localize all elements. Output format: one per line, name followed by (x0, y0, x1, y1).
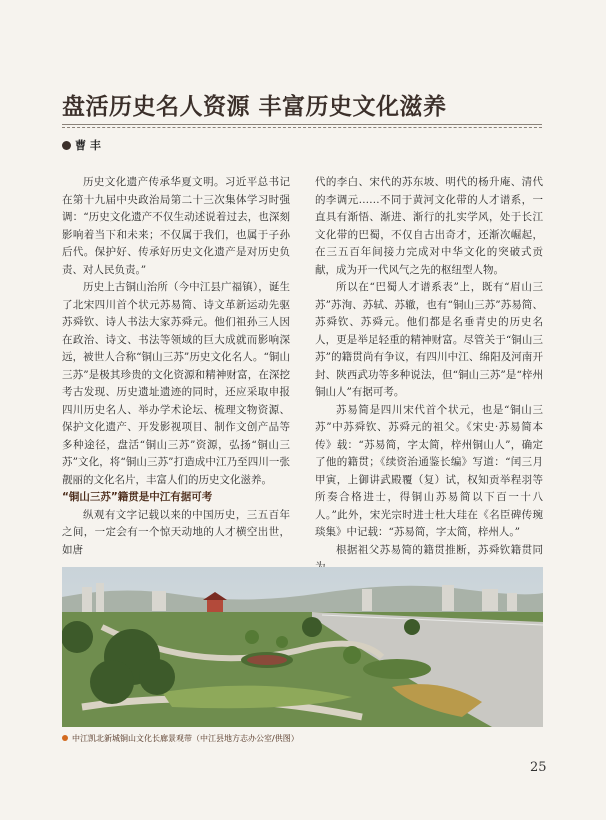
right-paragraph-2: 所以在“巴蜀人才谱系表”上，既有“眉山三苏”苏洵、苏轼、苏辙，也有“铜山三苏”苏易简、苏舜钦、苏舜元。他们都是名垂青史的历史名人，更是举足轻重的精神财富。尽管关于“铜山三苏”的籍贯尚有争议，有四川中江、绵阳及河南开封、陕西武功等多种说法，但“铜山三苏”是“梓州铜山人”有据可考。 (315, 281, 543, 398)
caption-text: 中江凯北新城铜山文化长廊景观带（中江县地方志办公室/供图） (72, 734, 299, 743)
left-paragraph-1: 历史文化遗产传承华夏文明。习近平总书记在第十九届中央政治局第二十三次集体学习时强调：“历史文化遗产不仅生动述说着过去，也深刻影响着当下和未来；不仅属于我们，也属于子孙后代。保护好、传承好历史文化遗产是对历史负责、对人民负责。” (62, 176, 290, 276)
article-title: 盘活历史名人资源 丰富历史文化滋养 (62, 94, 447, 120)
left-column (62, 174, 290, 559)
right-paragraph-4: 根据祖父苏易简的籍贯推断，苏舜钦籍贯同 (336, 543, 543, 556)
caption-dot-icon (62, 735, 68, 741)
section-subhead: “铜山三苏”籍贯是中江有据可考 (62, 491, 213, 503)
left-paragraph-3: 纵观有文字记载以来的中国历史，三五百年之间，一定会有一个惊天动地的人才横空出世，如唐 (62, 508, 290, 556)
bullet-icon (62, 141, 71, 150)
author-line (62, 137, 101, 153)
author-name: 曹 丰 (75, 139, 101, 152)
right-column (315, 174, 543, 577)
title-rule-solid (62, 124, 542, 125)
left-paragraph-2: 历史上古铜山治所（今中江县广福镇），诞生了北宋四川首个状元苏易简、诗文革新运动先驱苏舜钦、诗人书法大家苏舜元。他们祖孙三人因在政治、诗文、书法等领域的巨大成就而影响深远，被世人合称“铜山三苏”历史文化名人。“铜山三苏”是极其珍贵的文化资源和精神财富，在深挖考古发现、历史遗址遗迹的同时，还应采取申报四川历史名人、举办学术论坛、梳理文物资源、保护文化遗产、开发影视项目、制作文创产品等多种途径，盘活“铜山三苏”资源，弘扬“铜山三苏”文化，将“铜山三苏”打造成中江乃至四川一张靓丽的文化名片，丰富人们的历史文化滋养。 (62, 281, 290, 486)
photo-caption (62, 733, 299, 744)
landscape-photo (62, 567, 543, 727)
page-number: 25 (530, 760, 547, 775)
right-paragraph-3: 苏易简是四川宋代首个状元，也是“铜山三苏”中苏舜钦、苏舜元的祖父。《宋史·苏易简本传》载：“苏易简，字太简，梓州铜山人”，确定了他的籍贯；《续资治通鉴长编》写道：“闰三月甲寅，上御讲武殿覆（复）试，权知贡举程羽等所奏合格进士，得铜山苏易简以下百一十八人。”此外，宋光宗时进士杜大珪在《名臣碑传琬琰集》中记载：“苏易简，字太简，梓州人。” (315, 403, 543, 538)
title-rule-dashed (62, 127, 542, 128)
right-paragraph-1: 代的李白、宋代的苏东坡、明代的杨升庵、清代的李调元……不同于黄河文化带的人才谱系，一直具有渐悟、渐进、渐行的扎实学风，处于长江文化带的巴蜀，不仅自古出奇才，还渐次崛起，在三五百年间接力完成对中华文化的突破式贡献，成为开一代风气之先的枢纽型人物。 (315, 176, 543, 276)
